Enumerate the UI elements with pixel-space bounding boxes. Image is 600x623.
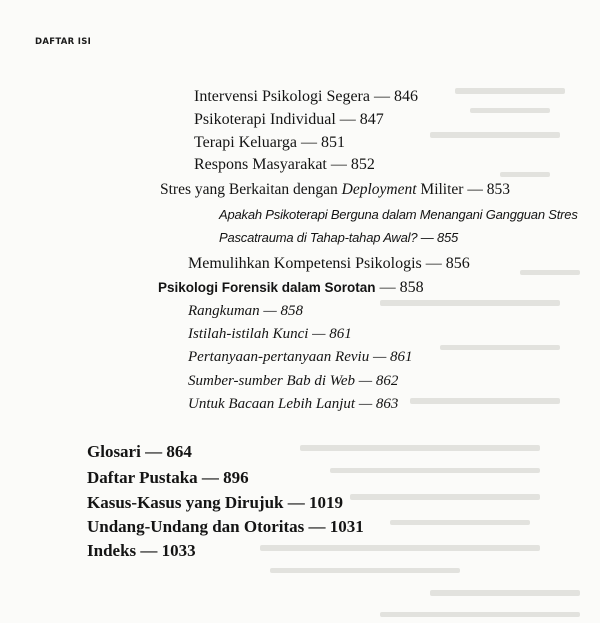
toc-feature-entry[interactable] [158,280,424,296]
toc-entry-suffix: Militer — 853 [416,181,510,198]
toc-entry[interactable]: Untuk Bacaan Lebih Lanjut — 863 [188,396,399,412]
toc-subentry-line2[interactable]: Pascatrauma di Tahap-tahap Awal? — 855 [219,230,459,245]
toc-feature-page: — 858 [375,279,424,296]
toc-back-matter-entry[interactable]: Undang-Undang dan Otoritas — 1031 [87,517,364,536]
toc-entry[interactable]: Respons Masyarakat — 852 [194,156,375,173]
toc-back-matter-entry[interactable]: Indeks — 1033 [87,541,196,560]
toc-back-matter-entry[interactable]: Daftar Pustaka — 896 [87,468,249,487]
toc-entry[interactable]: Terapi Keluarga — 851 [194,134,345,151]
section-header: DAFTAR ISI [35,37,92,47]
toc-subentry-line1[interactable]: Apakah Psikoterapi Berguna dalam Menangani Gangguan Stres [219,207,578,222]
toc-entry-emphasis: Deployment [341,181,417,198]
toc-entry[interactable]: Rangkuman — 858 [188,303,303,319]
toc-entry[interactable]: Pertanyaan-pertanyaan Reviu — 861 [188,349,413,365]
toc-back-matter-entry[interactable]: Kasus-Kasus yang Dirujuk — 1019 [87,493,344,512]
toc-entry-deployment[interactable] [160,182,510,198]
toc-feature-title: Psikologi Forensik dalam Sorotan [158,280,376,295]
toc-entry[interactable]: Istilah-istilah Kunci — 861 [188,326,352,342]
toc-entry[interactable]: Memulihkan Kompetensi Psikologis — 856 [188,255,470,272]
toc-entry[interactable]: Psikoterapi Individual — 847 [194,111,384,128]
toc-entry[interactable]: Sumber-sumber Bab di Web — 862 [188,373,399,389]
toc-entry[interactable]: Intervensi Psikologi Segera — 846 [194,88,418,105]
toc-back-matter-entry[interactable]: Glosari — 864 [87,442,192,461]
toc-entry-prefix: Stres yang Berkaitan dengan [160,181,342,198]
